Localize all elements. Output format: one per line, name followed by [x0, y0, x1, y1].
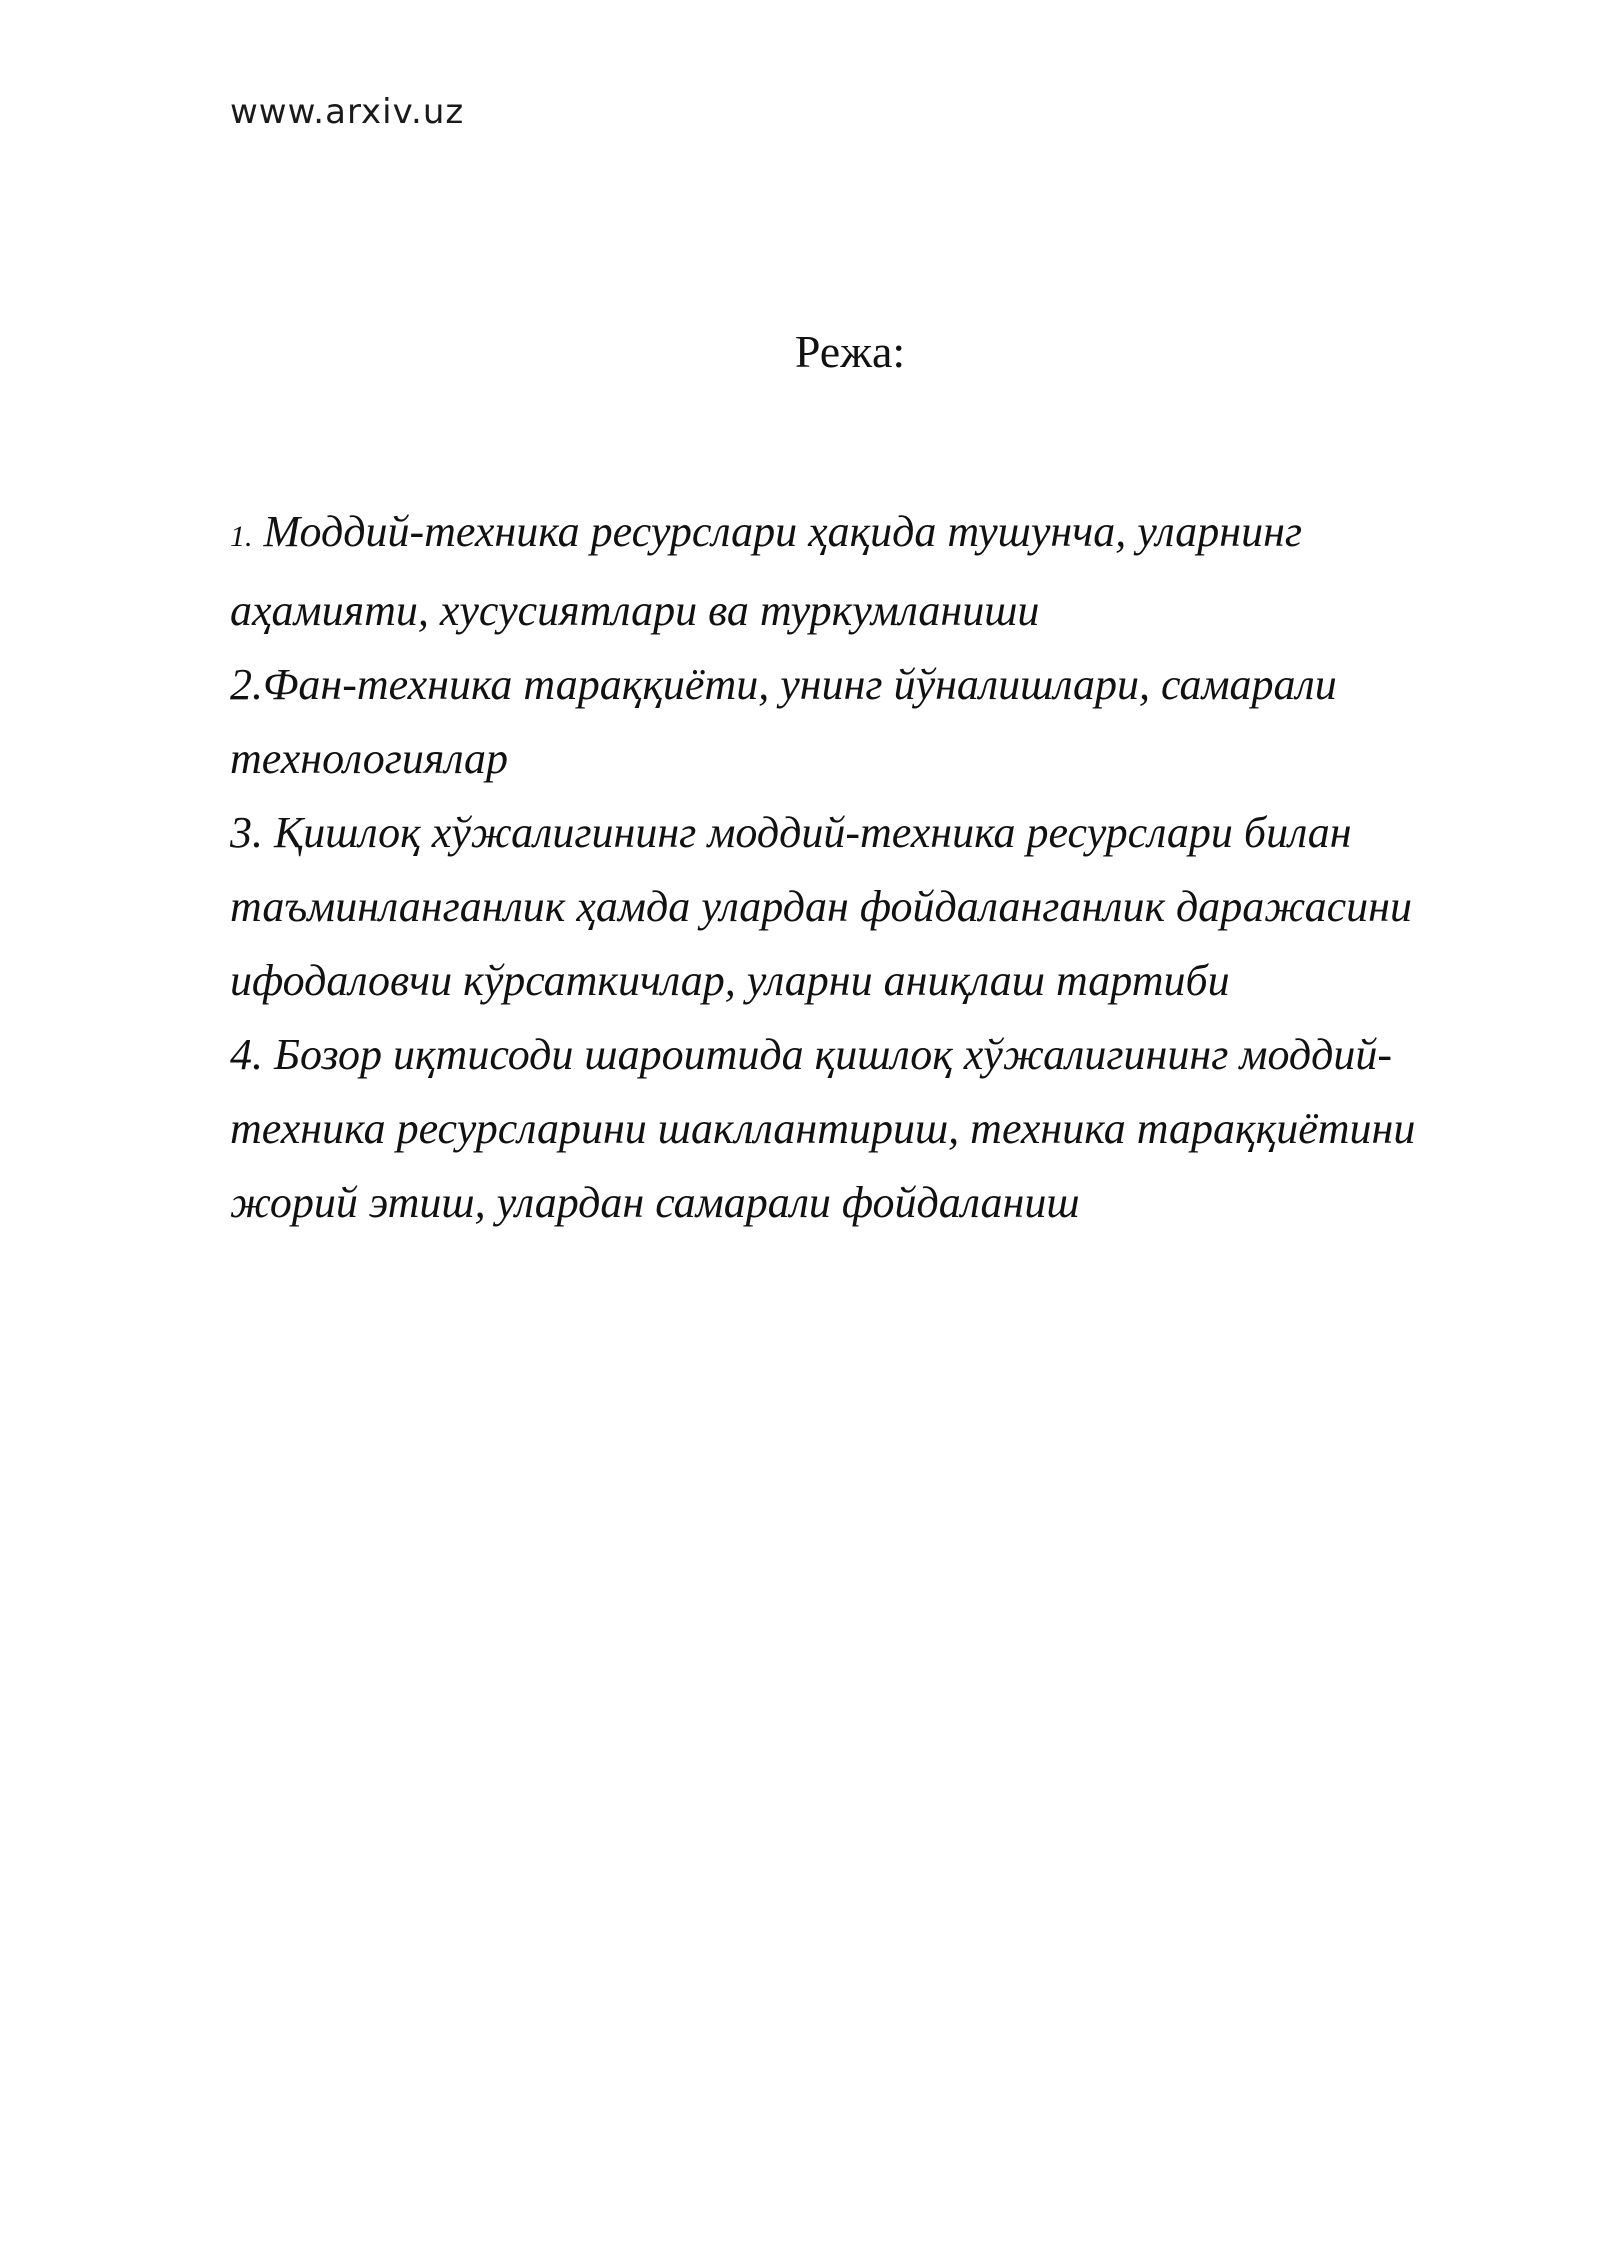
plan-list — [230, 495, 1430, 1240]
plan-item-text: Моддий-техника ресурслари ҳақида тушунча, уларнинг аҳамияти, хусусиятлари ва туркумланиши — [230, 507, 1303, 635]
plan-item-number: 4. — [230, 1030, 263, 1079]
plan-item-text: Бозор иқтисоди шароитида қишлоқ хўжалигининг моддий-техника ресурсларини шакллантириш, техника тараққиётини жорий этиш, улардан самарали фойдаланиш — [230, 1030, 1416, 1227]
plan-item-4 — [230, 1018, 1430, 1240]
plan-item-number: 2. — [230, 660, 263, 709]
plan-item-text: Қишлоқ хўжалигининг моддий-техника ресурслари билан таъминланганлик ҳамда улардан фойдаланганлик даражасини ифодаловчи кўрсаткичлар, уларни аниқлаш тартиби — [230, 808, 1413, 1005]
plan-item-number: 1. — [230, 520, 253, 553]
plan-item-1 — [230, 495, 1430, 648]
page-title: Режа: — [794, 326, 906, 377]
plan-item-3 — [230, 796, 1430, 1018]
plan-item-number: 3. — [230, 808, 263, 857]
plan-item-text: Фан-техника тараққиёти, унинг йўналишлари, самарали технологиялар — [230, 660, 1337, 783]
plan-item-2 — [230, 648, 1430, 796]
site-url: www.arxiv.uz — [230, 92, 465, 132]
